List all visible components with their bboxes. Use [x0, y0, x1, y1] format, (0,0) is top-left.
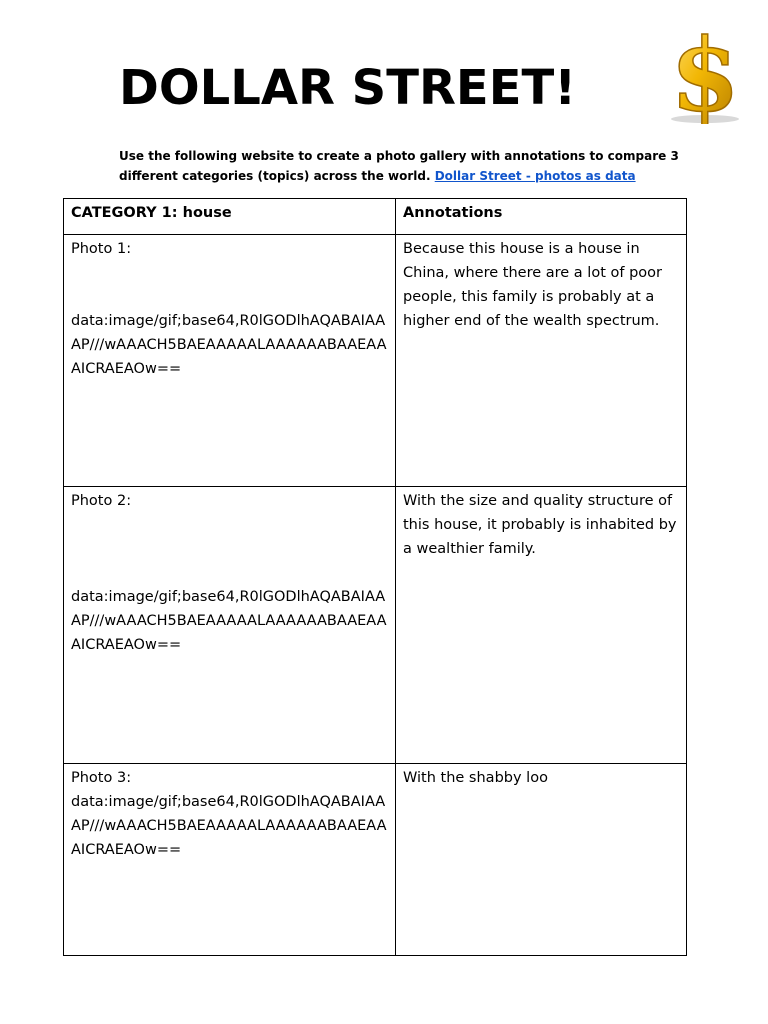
table-row — [64, 487, 687, 764]
dollar-street-link[interactable]: Dollar Street - photos as data — [434, 169, 636, 183]
table-row — [64, 764, 687, 956]
photo-gallery-table — [63, 198, 687, 956]
photo-cell[interactable] — [64, 764, 396, 956]
table-row — [64, 235, 687, 487]
annotations-header: Annotations — [396, 199, 687, 235]
annotation-cell[interactable]: With the shabby loo — [396, 764, 687, 956]
photo-label: Photo 2: — [71, 493, 132, 509]
photo-label: Photo 3: — [71, 770, 132, 786]
photo-data-uri: data:image/gif;base64,R0lGODlhAQABAIAAAP///wAAACH5BAEAAAAALAAAAAABAAEAAAICRAEAOw== — [71, 589, 387, 653]
instructions-text: Use the following website to create a photo gallery with annotations to compare 3 different categories (topics) across the world. — [119, 149, 679, 183]
page-title: DOLLAR STREET! — [119, 60, 577, 116]
annotation-cell[interactable]: Because this house is a house in China, where there are a lot of poor people, this family is probably at a higher end of the wealth spectrum. — [396, 235, 687, 487]
photo-cell[interactable] — [64, 487, 396, 764]
photo-data-uri: data:image/gif;base64,R0lGODlhAQABAIAAAP///wAAACH5BAEAAAAALAAAAAABAAEAAAICRAEAOw== — [71, 313, 387, 377]
photo-data-uri: data:image/gif;base64,R0lGODlhAQABAIAAAP///wAAACH5BAEAAAAALAAAAAABAAEAAAICRAEAOw== — [71, 794, 387, 858]
category-header: CATEGORY 1: house — [64, 199, 396, 235]
annotation-cell[interactable]: With the size and quality structure of this house, it probably is inhabited by a wealthier family. — [396, 487, 687, 764]
dollar-sign-icon — [660, 20, 750, 124]
photo-label: Photo 1: — [71, 241, 132, 257]
table-header-row — [64, 199, 687, 235]
photo-cell[interactable] — [64, 235, 396, 487]
instructions — [119, 146, 679, 186]
svg-text:$: $ — [670, 20, 740, 124]
